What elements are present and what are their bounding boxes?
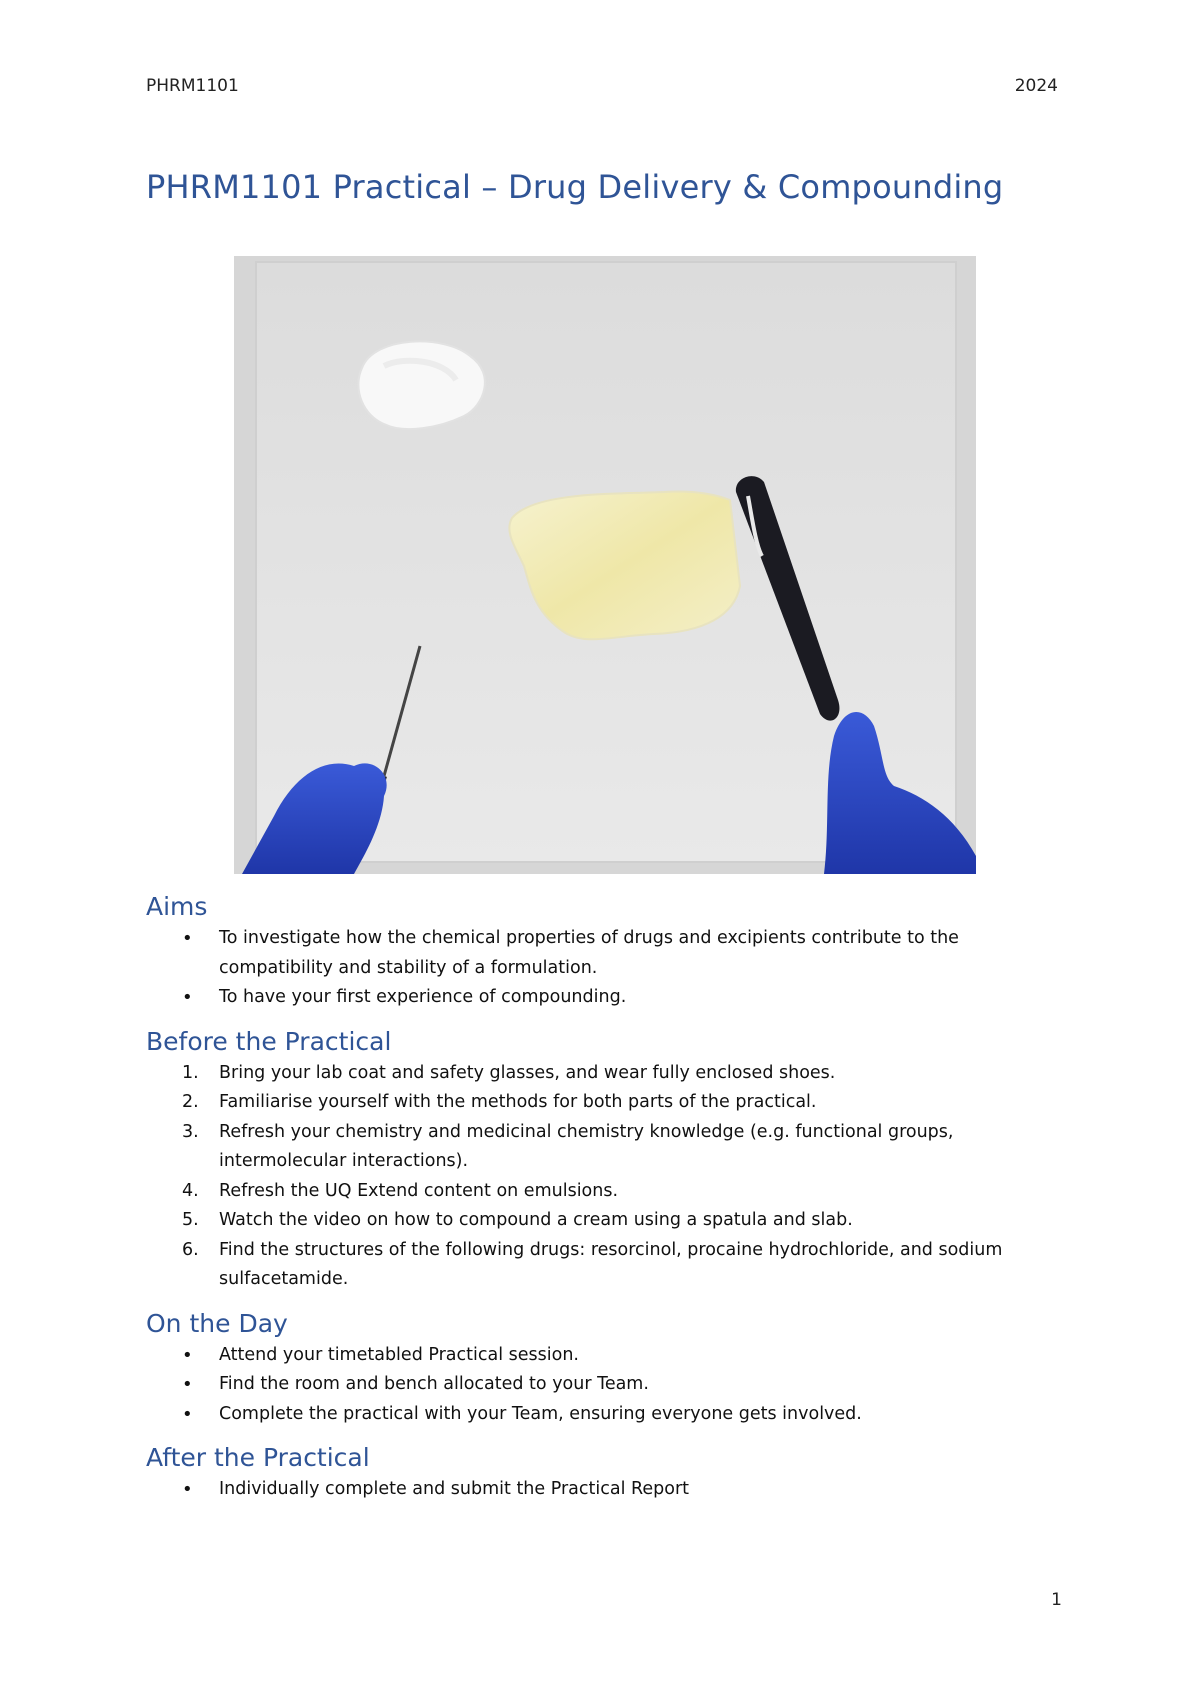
list-item: • Find the room and bench allocated to your Team.: [146, 1370, 1066, 1400]
compounding-photo: [234, 256, 976, 874]
section-heading-before: Before the Practical: [146, 1026, 392, 1056]
before-list: [146, 1059, 1066, 1295]
header-year: 2024: [1014, 76, 1058, 96]
list-item: Bring your lab coat and safety glasses, and wear fully enclosed shoes.: [219, 1062, 836, 1083]
header-course-code: PHRM1101: [146, 76, 239, 96]
section-heading-after: After the Practical: [146, 1443, 370, 1472]
after-list: [146, 1475, 1066, 1505]
list-item: Familiarise yourself with the methods for both parts of the practical.: [219, 1092, 817, 1112]
list-item: Refresh your chemistry and medicinal chemistry knowledge (e.g. functional groups, intermolecular interactions).: [219, 1121, 954, 1171]
list-item: • Individually complete and submit the Practical Report: [146, 1475, 1066, 1505]
page-number: 1: [1051, 1590, 1062, 1610]
on-the-day-list: [146, 1341, 1066, 1430]
list-item: Watch the video on how to compound a cream using a spatula and slab.: [219, 1210, 853, 1230]
list-item: • To have your first experience of compounding.: [146, 983, 1066, 1013]
list-item: Find the structures of the following drugs: resorcinol, procaine hydrochloride, and sodium sulfacetamide.: [219, 1239, 1003, 1289]
list-item: Refresh the UQ Extend content on emulsions.: [219, 1180, 619, 1201]
list-item: • Complete the practical with your Team, ensuring everyone gets involved.: [146, 1400, 1066, 1430]
section-heading-aims: Aims: [146, 892, 208, 921]
section-heading-on-the-day: On the Day: [146, 1308, 288, 1338]
content-body: [146, 890, 1066, 1517]
aims-list: [146, 924, 1066, 1013]
list-item: • To investigate how the chemical properties of drugs and excipients contribute to the compatibility and stability of a formulation.: [146, 924, 1066, 983]
page-title: PHRM1101 Practical – Drug Delivery & Compounding: [146, 168, 1004, 206]
list-item: • Attend your timetabled Practical session.: [146, 1341, 1066, 1371]
